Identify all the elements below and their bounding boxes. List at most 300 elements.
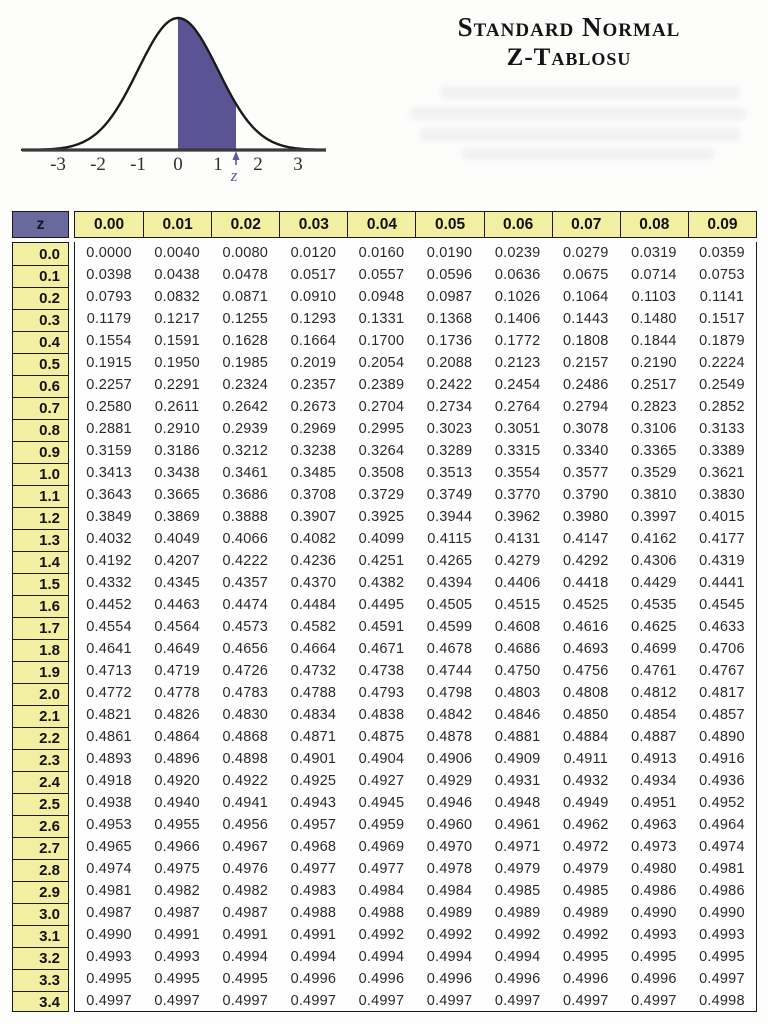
x-tick-3: 3 xyxy=(293,154,303,175)
row-header-1.2: 1.2 xyxy=(13,507,68,529)
cell-0.1-0.07: 0.0675 xyxy=(562,267,609,283)
cell-0.6-0.03: 0.2357 xyxy=(290,377,337,393)
cell-2.5-0.05: 0.4946 xyxy=(426,795,473,811)
cell-0.9-0.01: 0.3186 xyxy=(154,443,200,459)
row-header-0.7: 0.7 xyxy=(13,397,68,419)
col-header-0.03: 0.03 xyxy=(279,212,347,237)
cell-2.1-0.04: 0.4838 xyxy=(358,707,405,723)
cell-1.1-0.03: 0.3708 xyxy=(290,487,337,503)
cell-1.4-0.00: 0.4192 xyxy=(86,553,132,569)
cell-1.5-0.08: 0.4429 xyxy=(631,575,677,591)
cell-0.2-0.01: 0.0832 xyxy=(154,289,200,305)
cell-0.7-0.08: 0.2823 xyxy=(631,399,677,415)
cell-1.5-0.03: 0.4370 xyxy=(290,575,337,591)
cell-1.6-0.04: 0.4495 xyxy=(358,597,405,613)
cell-3.1-0.03: 0.4991 xyxy=(290,927,337,943)
cell-0.0-0.00: 0.0000 xyxy=(86,245,132,261)
cell-3.1-0.09: 0.4993 xyxy=(699,927,745,943)
cell-1.5-0.09: 0.4441 xyxy=(699,575,745,591)
cell-3.0-0.05: 0.4989 xyxy=(426,905,473,921)
cell-2.7-0.08: 0.4973 xyxy=(631,839,677,855)
cell-1.9-0.02: 0.4726 xyxy=(222,663,269,679)
cell-1.7-0.00: 0.4554 xyxy=(86,619,132,635)
cell-1.9-0.00: 0.4713 xyxy=(86,663,132,679)
cell-0.3-0.06: 0.1406 xyxy=(494,311,541,327)
cell-2.9-0.02: 0.4982 xyxy=(222,883,269,899)
title-line-2: Z-Tablosu xyxy=(506,44,632,72)
cell-3.3-0.08: 0.4996 xyxy=(631,971,677,987)
cell-0.0-0.05: 0.0190 xyxy=(426,245,473,261)
cell-3.4-0.08: 0.4997 xyxy=(631,993,677,1009)
cell-0.8-0.04: 0.2995 xyxy=(358,421,405,437)
cell-2.9-0.01: 0.4982 xyxy=(154,883,200,899)
cell-2.8-0.04: 0.4977 xyxy=(358,861,405,877)
cell-0.6-0.00: 0.2257 xyxy=(86,377,132,393)
cell-3.3-0.07: 0.4996 xyxy=(562,971,609,987)
cell-0.9-0.09: 0.3389 xyxy=(699,443,745,459)
cell-2.7-0.01: 0.4966 xyxy=(154,839,200,855)
cell-1.0-0.02: 0.3461 xyxy=(222,465,269,481)
bell-curve xyxy=(22,18,324,150)
cell-0.1-0.08: 0.0714 xyxy=(631,267,677,283)
cell-2.8-0.06: 0.4979 xyxy=(494,861,541,877)
cell-3.0-0.00: 0.4987 xyxy=(86,905,132,921)
cell-2.5-0.01: 0.4940 xyxy=(154,795,200,811)
cell-1.8-0.08: 0.4699 xyxy=(631,641,677,657)
row-header-2.8: 2.8 xyxy=(13,859,68,881)
cell-0.6-0.08: 0.2517 xyxy=(631,377,677,393)
cell-1.0-0.05: 0.3513 xyxy=(426,465,473,481)
cell-0.3-0.05: 0.1368 xyxy=(426,311,473,327)
faded-print-artifact xyxy=(420,128,740,141)
cell-0.9-0.03: 0.3238 xyxy=(290,443,337,459)
cell-1.6-0.07: 0.4525 xyxy=(562,597,609,613)
cell-1.2-0.03: 0.3907 xyxy=(290,509,337,525)
row-header-1.0: 1.0 xyxy=(13,463,68,485)
cell-3.1-0.04: 0.4992 xyxy=(358,927,405,943)
cell-2.6-0.02: 0.4956 xyxy=(222,817,269,833)
x-tick--3: -3 xyxy=(50,154,66,175)
cell-0.2-0.00: 0.0793 xyxy=(86,289,132,305)
cell-2.5-0.00: 0.4938 xyxy=(86,795,132,811)
cell-3.4-0.07: 0.4997 xyxy=(562,993,609,1009)
cell-1.6-0.03: 0.4484 xyxy=(290,597,337,613)
cell-2.8-0.01: 0.4975 xyxy=(154,861,200,877)
cell-1.9-0.03: 0.4732 xyxy=(290,663,337,679)
cell-2.9-0.08: 0.4986 xyxy=(631,883,677,899)
row-header-3.1: 3.1 xyxy=(13,925,68,947)
row-header-2.5: 2.5 xyxy=(13,793,68,815)
row-header-2.3: 2.3 xyxy=(13,749,68,771)
cell-2.6-0.05: 0.4960 xyxy=(426,817,473,833)
col-header-0.01: 0.01 xyxy=(143,212,211,237)
cell-2.4-0.05: 0.4929 xyxy=(426,773,473,789)
row-header-1.9: 1.9 xyxy=(13,661,68,683)
col-header-0.06: 0.06 xyxy=(484,212,552,237)
cell-1.9-0.08: 0.4761 xyxy=(631,663,677,679)
cell-1.5-0.07: 0.4418 xyxy=(562,575,609,591)
cell-2.9-0.00: 0.4981 xyxy=(86,883,132,899)
x-tick-0: 0 xyxy=(173,154,183,175)
cell-2.9-0.06: 0.4985 xyxy=(494,883,541,899)
cell-1.1-0.05: 0.3749 xyxy=(426,487,473,503)
cell-3.3-0.03: 0.4996 xyxy=(290,971,337,987)
cell-0.1-0.00: 0.0398 xyxy=(86,267,132,283)
cell-2.4-0.07: 0.4932 xyxy=(562,773,609,789)
cell-0.5-0.09: 0.2224 xyxy=(699,355,745,371)
cell-0.2-0.09: 0.1141 xyxy=(699,289,745,305)
cell-3.0-0.04: 0.4988 xyxy=(358,905,405,921)
cell-2.5-0.04: 0.4945 xyxy=(358,795,405,811)
cell-2.1-0.06: 0.4846 xyxy=(494,707,541,723)
cell-2.6-0.09: 0.4964 xyxy=(699,817,745,833)
cell-1.9-0.05: 0.4744 xyxy=(426,663,473,679)
cell-3.4-0.04: 0.4997 xyxy=(358,993,405,1009)
cell-2.7-0.07: 0.4972 xyxy=(562,839,609,855)
cell-1.2-0.02: 0.3888 xyxy=(222,509,269,525)
shaded-area-0-to-z xyxy=(178,18,236,150)
cell-0.8-0.05: 0.3023 xyxy=(426,421,473,437)
cell-1.4-0.05: 0.4265 xyxy=(426,553,473,569)
cell-3.4-0.09: 0.4998 xyxy=(699,993,745,1009)
cell-0.7-0.04: 0.2704 xyxy=(358,399,405,415)
cell-3.0-0.09: 0.4990 xyxy=(699,905,745,921)
cell-3.0-0.07: 0.4989 xyxy=(562,905,609,921)
cell-0.4-0.09: 0.1879 xyxy=(699,333,745,349)
col-header-0.09: 0.09 xyxy=(688,212,756,237)
cell-3.0-0.02: 0.4987 xyxy=(222,905,269,921)
row-header-2.6: 2.6 xyxy=(13,815,68,837)
cell-3.1-0.05: 0.4992 xyxy=(426,927,473,943)
cell-0.8-0.00: 0.2881 xyxy=(86,421,132,437)
cell-3.0-0.06: 0.4989 xyxy=(494,905,541,921)
cell-1.0-0.06: 0.3554 xyxy=(494,465,541,481)
cell-2.5-0.07: 0.4949 xyxy=(562,795,609,811)
cell-0.9-0.05: 0.3289 xyxy=(426,443,473,459)
cell-1.2-0.04: 0.3925 xyxy=(358,509,405,525)
cell-2.9-0.05: 0.4984 xyxy=(426,883,473,899)
cell-2.2-0.01: 0.4864 xyxy=(154,729,200,745)
row-header-0.9: 0.9 xyxy=(13,441,68,463)
cell-2.3-0.07: 0.4911 xyxy=(563,751,608,767)
cell-1.5-0.06: 0.4406 xyxy=(494,575,541,591)
cell-0.0-0.01: 0.0040 xyxy=(154,245,200,261)
cell-3.0-0.01: 0.4987 xyxy=(154,905,200,921)
cell-2.9-0.04: 0.4984 xyxy=(358,883,405,899)
cell-0.8-0.07: 0.3078 xyxy=(562,421,609,437)
cell-0.5-0.01: 0.1950 xyxy=(154,355,200,371)
cell-2.6-0.01: 0.4955 xyxy=(154,817,200,833)
cell-0.1-0.09: 0.0753 xyxy=(699,267,745,283)
faded-print-artifact xyxy=(440,86,740,99)
cell-1.2-0.07: 0.3980 xyxy=(562,509,609,525)
cell-3.1-0.07: 0.4992 xyxy=(562,927,609,943)
cell-1.2-0.06: 0.3962 xyxy=(494,509,541,525)
cell-0.9-0.02: 0.3212 xyxy=(222,443,269,459)
row-header-1.7: 1.7 xyxy=(13,617,68,639)
cell-1.4-0.04: 0.4251 xyxy=(358,553,405,569)
cell-2.3-0.05: 0.4906 xyxy=(426,751,473,767)
cell-1.6-0.08: 0.4535 xyxy=(631,597,677,613)
cell-0.2-0.03: 0.0910 xyxy=(290,289,337,305)
cell-0.1-0.05: 0.0596 xyxy=(426,267,473,283)
cell-0.2-0.02: 0.0871 xyxy=(222,289,269,305)
cell-2.5-0.09: 0.4952 xyxy=(699,795,745,811)
cell-1.2-0.05: 0.3944 xyxy=(426,509,473,525)
cell-1.7-0.04: 0.4591 xyxy=(358,619,405,635)
cell-2.1-0.07: 0.4850 xyxy=(562,707,609,723)
cell-0.3-0.01: 0.1217 xyxy=(154,311,200,327)
row-header-1.3: 1.3 xyxy=(13,529,68,551)
cell-0.7-0.05: 0.2734 xyxy=(426,399,473,415)
cell-1.1-0.09: 0.3830 xyxy=(699,487,745,503)
cell-3.3-0.00: 0.4995 xyxy=(86,971,132,987)
cell-1.8-0.02: 0.4656 xyxy=(222,641,269,657)
row-header-2.2: 2.2 xyxy=(13,727,68,749)
cell-1.9-0.04: 0.4738 xyxy=(358,663,405,679)
cell-1.8-0.03: 0.4664 xyxy=(290,641,337,657)
cell-0.2-0.04: 0.0948 xyxy=(358,289,405,305)
corner-header-z: z xyxy=(12,211,69,238)
cell-2.8-0.00: 0.4974 xyxy=(86,861,132,877)
x-axis-tick-labels xyxy=(50,154,303,175)
cell-1.8-0.04: 0.4671 xyxy=(358,641,405,657)
col-header-0.02: 0.02 xyxy=(211,212,279,237)
cell-2.3-0.08: 0.4913 xyxy=(631,751,677,767)
cell-3.2-0.01: 0.4993 xyxy=(154,949,200,965)
cell-0.6-0.06: 0.2454 xyxy=(494,377,541,393)
row-header-1.4: 1.4 xyxy=(13,551,68,573)
cell-2.3-0.09: 0.4916 xyxy=(699,751,745,767)
cell-1.3-0.06: 0.4131 xyxy=(494,531,541,547)
cell-0.0-0.03: 0.0120 xyxy=(290,245,337,261)
cell-1.0-0.04: 0.3508 xyxy=(358,465,405,481)
col-header-0.05: 0.05 xyxy=(415,212,483,237)
cell-2.4-0.03: 0.4925 xyxy=(290,773,337,789)
cell-2.0-0.04: 0.4793 xyxy=(358,685,405,701)
cell-2.6-0.06: 0.4961 xyxy=(494,817,541,833)
cell-2.2-0.09: 0.4890 xyxy=(699,729,745,745)
cell-0.7-0.09: 0.2852 xyxy=(699,399,745,415)
cell-0.3-0.08: 0.1480 xyxy=(631,311,677,327)
cell-0.6-0.07: 0.2486 xyxy=(562,377,609,393)
cell-3.2-0.04: 0.4994 xyxy=(358,949,405,965)
cell-1.1-0.04: 0.3729 xyxy=(358,487,405,503)
cell-3.3-0.01: 0.4995 xyxy=(154,971,200,987)
row-header-1.6: 1.6 xyxy=(13,595,68,617)
cell-1.5-0.01: 0.4345 xyxy=(154,575,200,591)
cell-2.7-0.05: 0.4970 xyxy=(426,839,473,855)
cell-2.6-0.03: 0.4957 xyxy=(290,817,337,833)
cell-0.8-0.08: 0.3106 xyxy=(631,421,677,437)
cell-2.0-0.01: 0.4778 xyxy=(154,685,200,701)
cell-0.2-0.06: 0.1026 xyxy=(494,289,541,305)
cell-1.4-0.06: 0.4279 xyxy=(494,553,541,569)
cell-2.2-0.05: 0.4878 xyxy=(426,729,473,745)
cell-1.6-0.02: 0.4474 xyxy=(222,597,269,613)
cell-1.6-0.01: 0.4463 xyxy=(154,597,200,613)
cell-1.3-0.03: 0.4082 xyxy=(290,531,337,547)
cell-2.1-0.08: 0.4854 xyxy=(631,707,677,723)
cell-3.3-0.09: 0.4997 xyxy=(699,971,745,987)
cell-1.4-0.08: 0.4306 xyxy=(631,553,677,569)
cell-2.5-0.06: 0.4948 xyxy=(494,795,541,811)
cell-1.4-0.03: 0.4236 xyxy=(290,553,337,569)
cell-3.2-0.05: 0.4994 xyxy=(426,949,473,965)
cell-2.8-0.02: 0.4976 xyxy=(222,861,269,877)
cell-3.4-0.03: 0.4997 xyxy=(290,993,337,1009)
cell-2.5-0.02: 0.4941 xyxy=(222,795,269,811)
cell-0.3-0.07: 0.1443 xyxy=(562,311,609,327)
cell-0.8-0.06: 0.3051 xyxy=(494,421,541,437)
row-header-0.2: 0.2 xyxy=(13,287,68,309)
row-header-1.8: 1.8 xyxy=(13,639,68,661)
cell-1.7-0.03: 0.4582 xyxy=(290,619,337,635)
cell-1.9-0.06: 0.4750 xyxy=(494,663,541,679)
cell-0.4-0.05: 0.1736 xyxy=(426,333,473,349)
cell-0.5-0.08: 0.2190 xyxy=(631,355,677,371)
cell-0.3-0.02: 0.1255 xyxy=(222,311,269,327)
cell-2.6-0.04: 0.4959 xyxy=(358,817,405,833)
x-tick-2: 2 xyxy=(253,154,263,175)
cell-0.4-0.03: 0.1664 xyxy=(290,333,337,349)
cell-2.3-0.01: 0.4896 xyxy=(154,751,200,767)
cell-2.7-0.04: 0.4969 xyxy=(358,839,405,855)
cell-2.1-0.00: 0.4821 xyxy=(86,707,132,723)
cell-2.6-0.00: 0.4953 xyxy=(86,817,132,833)
cell-1.0-0.08: 0.3529 xyxy=(631,465,677,481)
cell-2.2-0.00: 0.4861 xyxy=(86,729,132,745)
cell-0.1-0.01: 0.0438 xyxy=(154,267,200,283)
cell-3.2-0.06: 0.4994 xyxy=(494,949,541,965)
cell-1.3-0.04: 0.4099 xyxy=(358,531,405,547)
cell-0.5-0.06: 0.2123 xyxy=(494,355,541,371)
cell-3.3-0.02: 0.4995 xyxy=(222,971,269,987)
cell-3.2-0.02: 0.4994 xyxy=(222,949,269,965)
cell-2.7-0.09: 0.4974 xyxy=(699,839,745,855)
row-header-0.3: 0.3 xyxy=(13,309,68,331)
cell-0.7-0.00: 0.2580 xyxy=(86,399,132,415)
cell-2.4-0.06: 0.4931 xyxy=(494,773,541,789)
cell-2.9-0.09: 0.4986 xyxy=(699,883,745,899)
cell-1.8-0.00: 0.4641 xyxy=(86,641,132,657)
cell-0.4-0.01: 0.1591 xyxy=(154,333,200,349)
x-tick--1: -1 xyxy=(130,154,146,175)
col-header-0.04: 0.04 xyxy=(347,212,415,237)
cell-2.4-0.08: 0.4934 xyxy=(631,773,677,789)
cell-2.7-0.03: 0.4968 xyxy=(290,839,337,855)
cell-2.0-0.09: 0.4817 xyxy=(699,685,745,701)
cell-2.0-0.07: 0.4808 xyxy=(562,685,609,701)
cell-2.6-0.08: 0.4963 xyxy=(631,817,677,833)
cell-2.9-0.03: 0.4983 xyxy=(290,883,337,899)
cell-0.6-0.04: 0.2389 xyxy=(358,377,405,393)
cell-2.1-0.09: 0.4857 xyxy=(699,707,745,723)
cell-1.7-0.09: 0.4633 xyxy=(699,619,745,635)
cell-2.3-0.04: 0.4904 xyxy=(358,751,405,767)
cell-0.9-0.04: 0.3264 xyxy=(358,443,405,459)
cell-0.7-0.02: 0.2642 xyxy=(222,399,269,415)
cell-2.1-0.03: 0.4834 xyxy=(290,707,337,723)
cell-3.3-0.06: 0.4996 xyxy=(494,971,541,987)
cell-3.1-0.01: 0.4991 xyxy=(154,927,200,943)
cell-1.9-0.01: 0.4719 xyxy=(154,663,200,679)
cell-2.1-0.05: 0.4842 xyxy=(426,707,473,723)
cell-1.5-0.02: 0.4357 xyxy=(222,575,269,591)
cell-2.8-0.07: 0.4979 xyxy=(562,861,609,877)
cell-1.8-0.05: 0.4678 xyxy=(426,641,473,657)
cell-2.8-0.09: 0.4981 xyxy=(699,861,745,877)
cell-1.7-0.07: 0.4616 xyxy=(562,619,609,635)
cell-1.0-0.00: 0.3413 xyxy=(86,465,132,481)
cell-0.4-0.07: 0.1808 xyxy=(562,333,609,349)
cell-0.1-0.02: 0.0478 xyxy=(222,267,269,283)
cell-1.0-0.09: 0.3621 xyxy=(699,465,745,481)
cell-2.2-0.08: 0.4887 xyxy=(631,729,677,745)
cell-2.3-0.03: 0.4901 xyxy=(290,751,337,767)
cell-3.1-0.06: 0.4992 xyxy=(494,927,541,943)
cell-3.0-0.03: 0.4988 xyxy=(290,905,337,921)
cell-2.1-0.01: 0.4826 xyxy=(154,707,200,723)
cell-2.3-0.02: 0.4898 xyxy=(222,751,269,767)
cell-0.5-0.04: 0.2054 xyxy=(358,355,405,371)
cell-1.6-0.09: 0.4545 xyxy=(699,597,745,613)
table-body xyxy=(74,242,757,1012)
cell-0.4-0.06: 0.1772 xyxy=(494,333,541,349)
cell-1.9-0.07: 0.4756 xyxy=(562,663,609,679)
cell-2.4-0.04: 0.4927 xyxy=(358,773,405,789)
cell-3.0-0.08: 0.4990 xyxy=(631,905,677,921)
cell-0.7-0.01: 0.2611 xyxy=(154,399,200,415)
cell-0.9-0.08: 0.3365 xyxy=(631,443,677,459)
cell-0.8-0.09: 0.3133 xyxy=(699,421,745,437)
cell-1.7-0.06: 0.4608 xyxy=(494,619,541,635)
cell-0.5-0.07: 0.2157 xyxy=(562,355,609,371)
row-header-2.7: 2.7 xyxy=(13,837,68,859)
cell-3.2-0.09: 0.4995 xyxy=(699,949,745,965)
cell-1.2-0.09: 0.4015 xyxy=(699,509,745,525)
cell-0.2-0.08: 0.1103 xyxy=(631,289,677,305)
cell-1.6-0.06: 0.4515 xyxy=(494,597,541,613)
cell-3.4-0.02: 0.4997 xyxy=(222,993,269,1009)
cell-3.1-0.02: 0.4991 xyxy=(222,927,269,943)
row-header-3.4: 3.4 xyxy=(13,991,68,1013)
cell-1.2-0.08: 0.3997 xyxy=(631,509,677,525)
cell-2.4-0.01: 0.4920 xyxy=(154,773,200,789)
cell-1.0-0.03: 0.3485 xyxy=(290,465,337,481)
cell-1.3-0.07: 0.4147 xyxy=(562,531,609,547)
cell-3.1-0.08: 0.4993 xyxy=(631,927,677,943)
cell-3.2-0.08: 0.4995 xyxy=(631,949,677,965)
cell-0.0-0.08: 0.0319 xyxy=(631,245,677,261)
cell-1.6-0.00: 0.4452 xyxy=(86,597,132,613)
cell-0.8-0.03: 0.2969 xyxy=(290,421,337,437)
cell-1.7-0.05: 0.4599 xyxy=(426,619,473,635)
cell-0.9-0.07: 0.3340 xyxy=(562,443,609,459)
cell-0.9-0.00: 0.3159 xyxy=(86,443,132,459)
x-tick-1: 1 xyxy=(213,154,223,175)
column-header-row xyxy=(74,211,757,238)
cell-0.3-0.03: 0.1293 xyxy=(290,311,337,327)
cell-2.5-0.08: 0.4951 xyxy=(631,795,677,811)
cell-0.7-0.03: 0.2673 xyxy=(290,399,337,415)
title-line-1: Standard Normal xyxy=(457,12,681,42)
row-header-2.1: 2.1 xyxy=(13,705,68,727)
cell-0.6-0.01: 0.2291 xyxy=(154,377,200,393)
cell-0.3-0.00: 0.1179 xyxy=(86,311,132,327)
col-header-0.00: 0.00 xyxy=(93,215,125,233)
cell-1.3-0.00: 0.4032 xyxy=(86,531,132,547)
